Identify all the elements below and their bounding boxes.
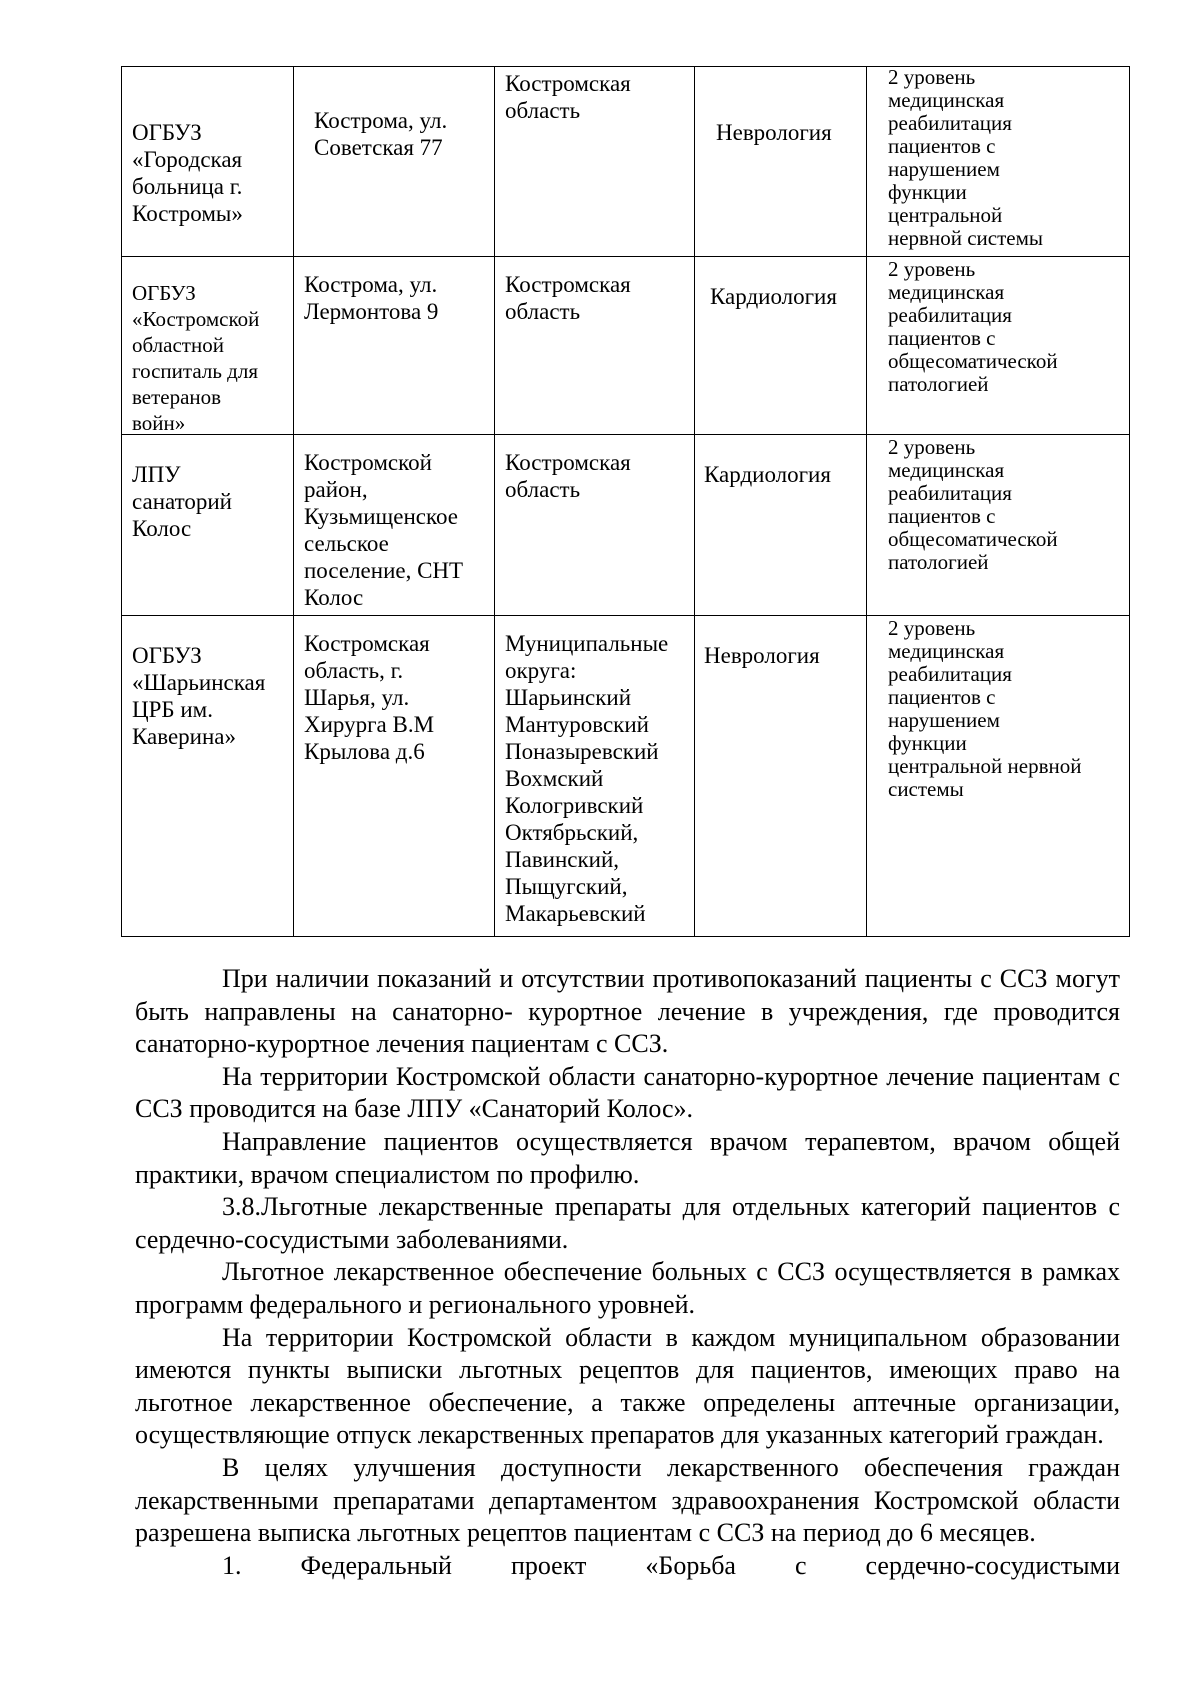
profile-cell bbox=[695, 616, 867, 937]
service-area: Муниципальные округа: Шарьинский Мантуровский Поназыревский Вохмский Кологривский Октябрьский, Павинский, Пыщугский, Макарьевский bbox=[505, 631, 669, 926]
institution-cell bbox=[122, 257, 294, 435]
institution-cell bbox=[122, 435, 294, 616]
table-row bbox=[122, 616, 1130, 937]
service-area-cell bbox=[495, 616, 695, 937]
paragraph: При наличии показаний и отсутствии противопоказаний пациенты с ССЗ могут быть направлены на санаторно- курортное лечение в учреждения, где проводится санаторно-курортное лечения пациентам с ССЗ. bbox=[135, 964, 1120, 1059]
institution-name: ОГБУЗ «Костромской областной госпиталь для ветеранов войн» bbox=[132, 281, 260, 435]
profile-cell bbox=[695, 67, 867, 257]
rehabilitation-level: 2 уровень медицинская реабилитация пациентов с нарушением функции центральной нервной системы bbox=[888, 616, 1082, 801]
institution-address: Кострома, ул. Лермонтова 9 bbox=[304, 272, 439, 324]
rehab-level-cell bbox=[867, 435, 1130, 616]
medical-profile: Кардиология bbox=[710, 284, 837, 309]
service-area: Костромская область bbox=[505, 272, 631, 324]
paragraph: На территории Костромской области в каждом муниципальном образовании имеются пункты выписки льготных рецептов для пациентов, имеющих право на льготное лекарственное обеспечение, а также определены аптечные организации, осуществляющие отпуск лекарственных препаратов для указанных категорий граждан. bbox=[135, 1322, 1120, 1450]
institution-name: ОГБУЗ «Шарьинская ЦРБ им. Каверина» bbox=[132, 643, 266, 749]
service-area-cell bbox=[495, 67, 695, 257]
paragraph: Направление пациентов осуществляется врачом терапевтом, врачом общей практики, врачом специалистом по профилю. bbox=[135, 1126, 1120, 1189]
table-row bbox=[122, 257, 1130, 435]
service-area-cell bbox=[495, 257, 695, 435]
institution-address: Кострома, ул. Советская 77 bbox=[314, 108, 448, 160]
table-row bbox=[122, 435, 1130, 616]
medical-profile: Кардиология bbox=[704, 462, 831, 487]
profile-cell bbox=[695, 435, 867, 616]
rehab-level-cell bbox=[867, 616, 1130, 937]
paragraph: В целях улучшения доступности лекарственного обеспечения граждан лекарственными препаратами департаментом здравоохранения Костромской области разрешена выписка льготных рецептов пациентам с ССЗ на период до 6 месяцев. bbox=[135, 1452, 1120, 1548]
rehabilitation-level: 2 уровень медицинская реабилитация пациентов с общесоматической патологией bbox=[888, 435, 1058, 574]
service-area: Костромская область bbox=[505, 71, 631, 123]
institution-cell bbox=[122, 616, 294, 937]
address-cell bbox=[294, 67, 495, 257]
address-cell bbox=[294, 435, 495, 616]
address-cell bbox=[294, 616, 495, 937]
service-area: Костромская область bbox=[505, 450, 631, 502]
address-cell bbox=[294, 257, 495, 435]
institution-address: Костромской район, Кузьмищенское сельское поселение, СНТ Колос bbox=[304, 450, 464, 610]
table-row bbox=[122, 67, 1130, 257]
institution-cell bbox=[122, 67, 294, 257]
section-heading: 3.8.Льготные лекарственные препараты для отдельных категорий пациентов с сердечно-сосудистыми заболеваниями. bbox=[135, 1192, 1120, 1254]
institution-name: ОГБУЗ «Городская больница г. Костромы» bbox=[132, 120, 243, 226]
medical-profile: Неврология bbox=[716, 120, 832, 145]
institution-address: Костромская область, г. Шарья, ул. Хирурга В.М Крылова д.6 bbox=[304, 631, 435, 764]
medical-profile: Неврология bbox=[704, 643, 820, 668]
rehabilitation-level: 2 уровень медицинская реабилитация пациентов с нарушением функции центральной нервной системы bbox=[888, 65, 1043, 250]
list-item-federal-project: 1. Федеральный проект «Борьба с сердечно-сосудистыми bbox=[222, 1550, 1120, 1580]
body-text bbox=[135, 963, 1120, 1582]
profile-cell bbox=[695, 257, 867, 435]
rehab-level-cell bbox=[867, 257, 1130, 435]
institution-name: ЛПУ санаторий Колос bbox=[132, 462, 232, 541]
paragraph: Льготное лекарственное обеспечение больных с ССЗ осуществляется в рамках программ федерального и регионального уровней. bbox=[135, 1257, 1120, 1319]
rehabilitation-facilities-table bbox=[121, 66, 1130, 937]
paragraph: На территории Костромской области санаторно-курортное лечение пациентам с ССЗ проводится на базе ЛПУ «Санаторий Колос». bbox=[135, 1061, 1120, 1124]
rehabilitation-level: 2 уровень медицинская реабилитация пациентов с общесоматической патологией bbox=[888, 257, 1058, 396]
rehab-level-cell bbox=[867, 67, 1130, 257]
service-area-cell bbox=[495, 435, 695, 616]
